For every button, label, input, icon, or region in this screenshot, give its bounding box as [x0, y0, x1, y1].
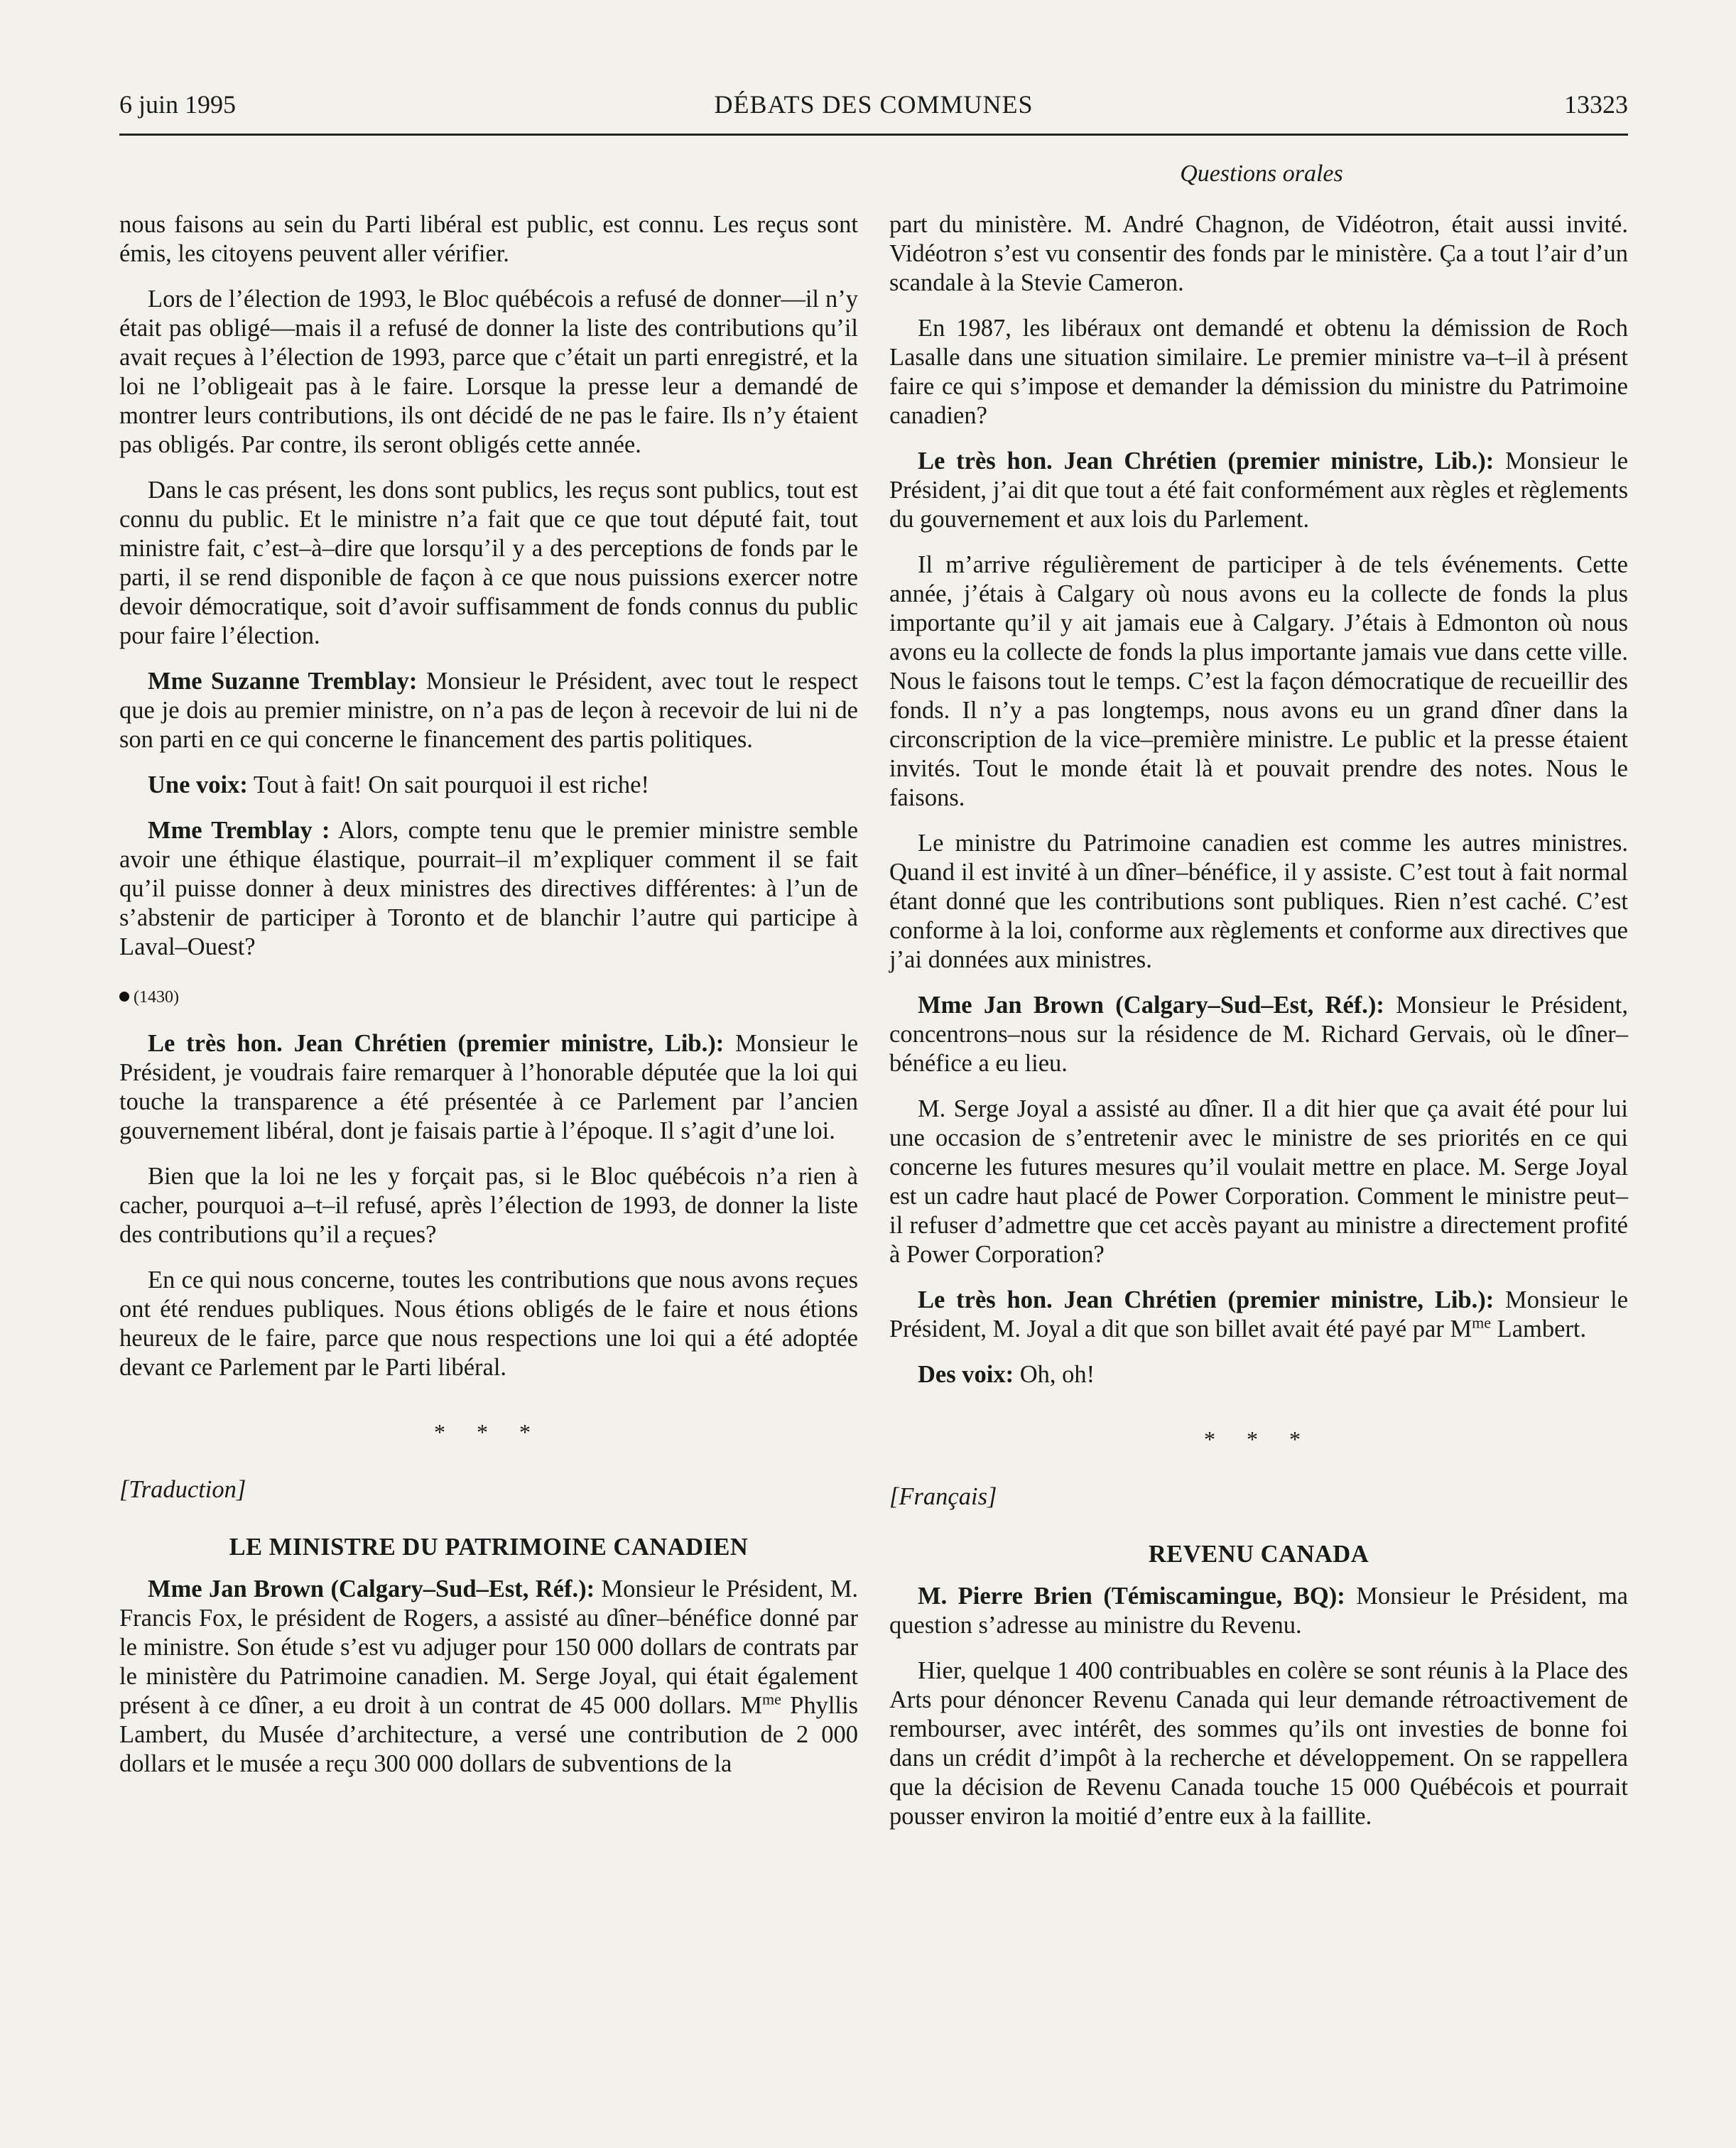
speech-text: Monsieur le Président, avec tout le respect que je dois au premier ministre, on n’a pas de leçon à recevoir de lui ni de son parti en ce qui concerne le financement des partis politiques. [119, 668, 858, 753]
section-separator: * * * [434, 1419, 543, 1445]
header-title: DÉBATS DES COMMUNES [714, 90, 1034, 119]
paragraph [119, 1575, 858, 1779]
paragraph: Hier, quelque 1 400 contribuables en colère se sont réunis à la Place des Arts pour dénoncer Revenu Canada qui leur demande rétroactivement de rembourser, avec intérêt, des sommes qu’ils ont investies de bonne foi dans un crédit d’impôt à la recherche et développement. On se rappellera que la décision de Revenu Canada touche 15 000 Québécois et pourrait pousser environ la moitié d’entre eux à la faillite. [889, 1657, 1628, 1830]
paragraph [119, 667, 858, 754]
speaker-name: Des voix: [918, 1361, 1014, 1388]
speech-text: Tout à fait! On sait pourquoi il est riche! [247, 771, 649, 798]
superscript: me [1472, 1313, 1492, 1332]
speaker-name: Mme Jan Brown (Calgary–Sud–Est, Réf.): [148, 1575, 595, 1602]
section-heading: REVENU CANADA [1148, 1541, 1369, 1568]
speaker-name: Le très hon. Jean Chrétien (premier ministre, Lib.): [148, 1030, 725, 1057]
paragraph [889, 1286, 1628, 1344]
paragraph: Le ministre du Patrimoine canadien est comme les autres ministres. Quand il est invité à un dîner–bénéfice, il y assiste. C’est tout à fait normal étant donné que les contributions sont publiques. Rien n’est caché. C’est conforme à la loi, conforme aux règlements et conforme aux directives que j’ai données aux ministres. [889, 830, 1628, 973]
paragraph: Bien que la loi ne les y forçait pas, si le Bloc québécois n’a rien à cacher, pourquoi a–t–il refusé, après l’élection de 1993, de donner la liste des contributions qu’il a reçues? [119, 1163, 858, 1248]
paragraph: nous faisons au sein du Parti libéral est public, est connu. Les reçus sont émis, les citoyens peuvent aller vérifier. [119, 211, 858, 267]
speech-text: Monsieur le Président, j’ai dit que tout a été fait conformément aux règles et règlements du gouvernement et aux lois du Parlement. [889, 448, 1629, 533]
header-page-number: 13323 [1564, 90, 1628, 119]
superscript: me [762, 1690, 781, 1708]
section-heading: LE MINISTRE DU PATRIMOINE CANADIEN [229, 1534, 749, 1561]
paragraph: part du ministère. M. André Chagnon, de Vidéotron, était aussi invité. Vidéotron s’est vu consentir des fonds par le ministère. Ça a tout l’air d’un scandale à la Stevie Cameron. [889, 211, 1628, 296]
speaker-name: Le très hon. Jean Chrétien (premier ministre, Lib.): [918, 448, 1494, 474]
speaker-name: M. Pierre Brien (Témiscamingue, BQ): [918, 1583, 1345, 1610]
speech-text: Alors, compte tenu que le premier ministre semble avoir une éthique élastique, pourrait–il m’expliquer comment il se fait qu’il puisse donner à deux ministres des directives différentes: à l’un de s’abstenir de participer à Toronto et de blanchir l’autre qui participe à Laval–Ouest? [119, 817, 859, 960]
left-column [119, 210, 858, 1795]
bullet-icon [119, 992, 129, 1002]
speech-text: Monsieur le Président, je voudrais faire remarquer à l’honorable députée que la loi qui touche la transparence a été présentée à ce Parlement par l’ancien gouvernement libéral, dont je faisais partie à l’époque. Il s’agit d’une loi. [119, 1030, 859, 1144]
paragraph [889, 991, 1628, 1078]
speech-text: Phyllis Lambert, du Musée d’architecture, a versé une contribution de 2 000 dollars et le musée a reçu 300 000 dollars de subventions de la [119, 1692, 858, 1777]
right-column [889, 210, 1628, 1848]
speaker-name: Une voix: [148, 771, 248, 798]
time-marker [119, 983, 858, 1012]
speaker-name: Mme Jan Brown (Calgary–Sud–Est, Réf.): [918, 992, 1384, 1019]
paragraph [119, 816, 858, 962]
speech-text: Monsieur le Président, ma question s’adresse au ministre du Revenu. [889, 1583, 1628, 1639]
running-head: Questions orales [1180, 161, 1343, 187]
paragraph: En 1987, les libéraux ont demandé et obtenu la démission de Roch Lasalle dans une situation similaire. Le premier ministre va–t–il à présent faire ce qui s’impose et demander la démission du ministre du Patrimoine canadien? [889, 315, 1628, 429]
speech-text: Lambert. [1491, 1316, 1587, 1342]
paragraph [889, 1360, 1628, 1389]
paragraph [889, 447, 1628, 534]
speech-text: Monsieur le Président, concentrons–nous sur la résidence de M. Richard Gervais, où le dîner–bénéfice a eu lieu. [889, 992, 1628, 1077]
language-note: [Traduction] [119, 1476, 246, 1503]
speech-text: Oh, oh! [1014, 1361, 1095, 1388]
paragraph: Dans le cas présent, les dons sont publics, les reçus sont publics, tout est connu du public. Et le ministre n’a fait que ce que tout député fait, tout ministre fait, c’est–à–dire que lorsqu’il y a des perceptions de fonds par le parti, il se rend disponible de façon à ce que nous puissions exercer notre devoir démocratique, soit d’avoir suffisamment de fonds connus du public pour faire l’élection. [119, 477, 858, 649]
header-date: 6 juin 1995 [119, 90, 237, 119]
speaker-name: Mme Suzanne Tremblay: [148, 668, 418, 695]
paragraph [119, 771, 858, 800]
time-marker-text: (1430) [134, 988, 179, 1007]
section-separator: * * * [1204, 1426, 1313, 1452]
language-note: [Français] [889, 1483, 997, 1510]
paragraph: M. Serge Joyal a assisté au dîner. Il a dit hier que ça avait été pour lui une occasion de s’entretenir avec le ministre de ses priorités en ce qui concerne les futures mesures qu’il voulait mettre en place. M. Serge Joyal est un cadre haut placé de Power Corporation. Comment le ministre peut–il refuser d’admettre que cet accès payant au ministre a directement profité à Power Corporation? [889, 1095, 1628, 1268]
paragraph [889, 1582, 1628, 1640]
paragraph: En ce qui nous concerne, toutes les contributions que nous avons reçues ont été rendues publiques. Nous étions obligés de le faire et nous étions heureux de le faire, parce que nous respections une loi qui a été adoptée devant ce Parlement par le Parti libéral. [119, 1266, 858, 1381]
speaker-name: Mme Tremblay : [148, 817, 330, 844]
paragraph [119, 1029, 858, 1146]
paragraph: Lors de l’élection de 1993, le Bloc québécois a refusé de donner—il n’y était pas obligé—mais il a refusé de donner la liste des contributions qu’il avait reçues à l’élection de 1993, parce que c’était un parti enregistré, et la loi ne l’obligeait pas à le faire. Lorsque la presse leur a demandé de montrer leurs contributions, ils ont décidé de ne pas le faire. Ils n’y étaient pas obligés. Par contre, ils seront obligés cette année. [119, 286, 858, 458]
speech-text: Monsieur le Président, M. Joyal a dit que son billet avait été payé par M [889, 1286, 1629, 1342]
speaker-name: Le très hon. Jean Chrétien (premier ministre, Lib.): [918, 1286, 1494, 1313]
page-header [119, 84, 1628, 136]
speech-text: Monsieur le Président, M. Francis Fox, le président de Rogers, a assisté au dîner–bénéfice donné par le ministre. Son étude s’est vu adjuger pour 150 000 dollars de contrats par le ministère du Patrimoine canadien. M. Serge Joyal, qui était également présent à ce dîner, a eu droit à un contrat de 45 000 dollars. M [119, 1575, 858, 1719]
paragraph: Il m’arrive régulièrement de participer à de tels événements. Cette année, j’étais à Calgary où nous avons eu la collecte de fonds la plus importante qu’il y ait jamais eue à Calgary. J’étais à Edmonton où nous avons eu la collecte de fonds la plus importante jamais vue dans cette ville. Nous le faisons tout le temps. C’est la façon démocratique de recueillir des fonds. Il n’y a pas longtemps, nous avons eu un grand dîner dans la circonscription de la vice–première ministre. Le public et la presse étaient invités. Tout le monde était là et pouvait prendre des notes. Nous le faisons. [889, 551, 1628, 811]
